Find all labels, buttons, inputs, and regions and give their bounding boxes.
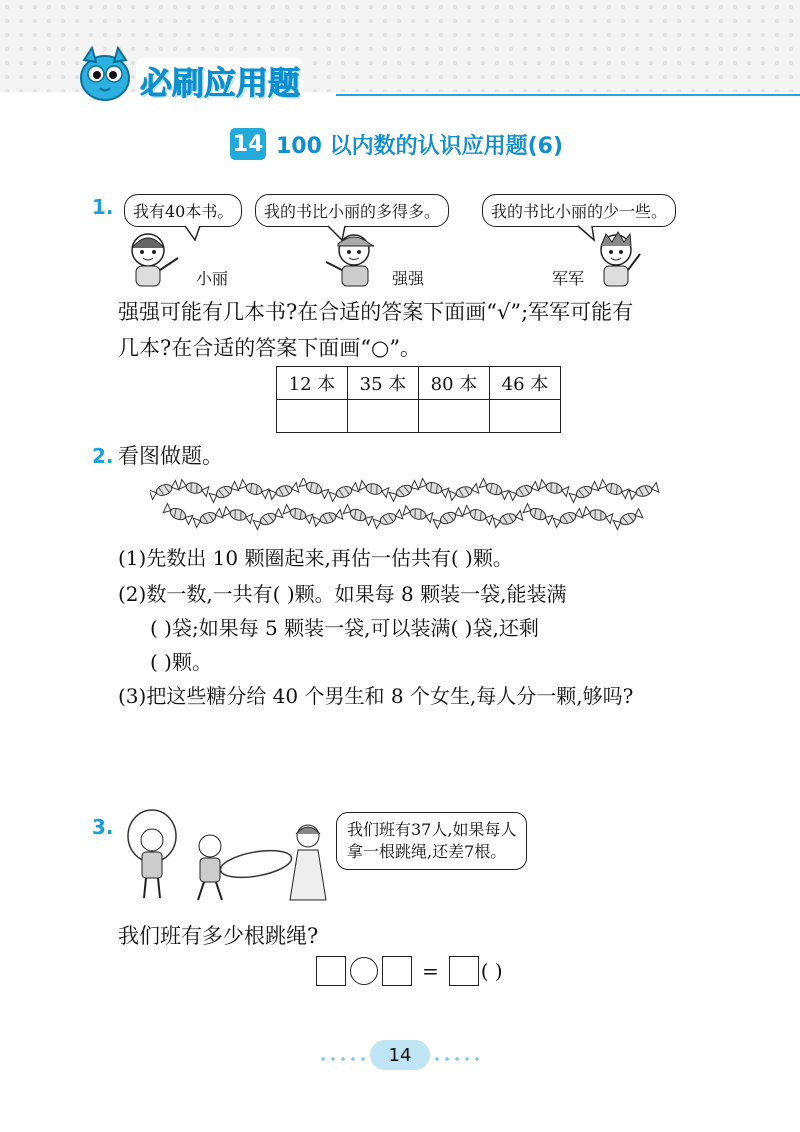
boy-qiangqiang-icon — [318, 228, 388, 288]
mark-cell[interactable] — [419, 400, 490, 433]
speech-line-2: 拿一根跳绳,还差7根。 — [347, 842, 507, 861]
speech-bubble-junjun: 我的书比小丽的少一些。 — [482, 194, 676, 227]
answer-marks-row — [277, 400, 561, 433]
q1-answer-table — [276, 366, 561, 433]
wrapped-candy-icon — [150, 478, 659, 529]
speaker-name-xiaoli: 小丽 — [196, 269, 229, 288]
page-dots-right — [432, 1057, 482, 1061]
operator-circle[interactable] — [350, 957, 378, 985]
answer-box[interactable] — [316, 956, 346, 986]
speaker-name-junjun: 军军 — [552, 269, 585, 288]
equals-sign: = — [422, 959, 439, 983]
answer-box[interactable] — [382, 956, 412, 986]
speech-bubble-qiangqiang: 我的书比小丽的多得多。 — [255, 194, 449, 227]
q2-sub-3: (3)把这些糖分给 40 个男生和 8 个女生,每人分一颗,够吗? — [118, 684, 634, 708]
answer-options-row — [277, 367, 561, 400]
speech-line-1: 我们班有37人,如果每人 — [347, 820, 517, 839]
q2-sub-2-line-2: ( )袋;如果每 5 颗装一袋,可以装满( )袋,还剩 — [150, 616, 539, 640]
page-dots-left — [318, 1057, 368, 1061]
q2-title: 看图做题。 — [118, 444, 223, 468]
question-number-1: 1. — [92, 195, 114, 219]
lesson-number-badge: 14 — [230, 128, 266, 160]
q2-sub-1: (1)先数出 10 颗圈起来,再估一估共有( )颗。 — [118, 546, 513, 570]
lesson-title: 100 以内数的认识应用题(6) — [276, 133, 563, 159]
option-cell: 35 本 — [348, 367, 419, 400]
mark-cell[interactable] — [277, 400, 348, 433]
girl-xiaoli-icon — [118, 228, 198, 288]
equation-row — [316, 956, 503, 986]
speech-bubble-xiaoli: 我有40本书。 — [124, 194, 242, 227]
q2-sub-2-line-1: (2)数一数,一共有( )颗。如果每 8 颗装一袋,能装满 — [118, 582, 567, 606]
option-cell: 12 本 — [277, 367, 348, 400]
page-number: 14 — [370, 1040, 430, 1070]
boy-junjun-icon — [588, 228, 648, 288]
q1-question-line-1: 强强可能有几本书?在合适的答案下面画“√”;军军可能有 — [118, 300, 634, 324]
question-number-2: 2. — [92, 444, 114, 468]
question-number-3: 3. — [92, 815, 114, 839]
q1-question-line-2: 几本?在合适的答案下面画“○”。 — [118, 336, 422, 360]
speech-bubble-teacher — [336, 812, 527, 870]
brand-title: 必刷应用题 — [136, 58, 304, 104]
q2-sub-2-line-3: ( )颗。 — [150, 650, 212, 674]
candy-rows — [150, 478, 660, 534]
option-cell: 80 本 — [419, 367, 490, 400]
kids-jump-rope-icon — [114, 806, 344, 906]
q3-question: 我们班有多少根跳绳? — [118, 924, 319, 948]
mark-cell[interactable] — [490, 400, 561, 433]
mark-cell[interactable] — [348, 400, 419, 433]
option-cell: 46 本 — [490, 367, 561, 400]
speaker-name-qiangqiang: 强强 — [392, 269, 425, 288]
unit-paren[interactable]: ( ) — [480, 959, 503, 983]
result-box[interactable] — [449, 956, 479, 986]
